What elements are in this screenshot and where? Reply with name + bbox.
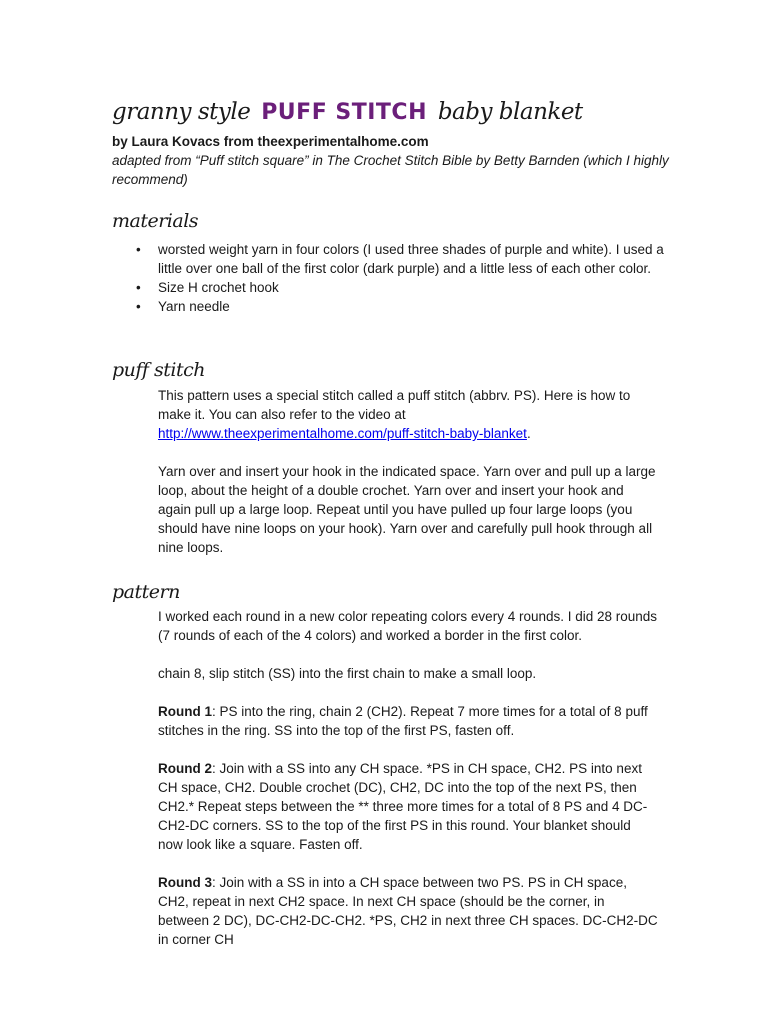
link-suffix: .	[526, 426, 531, 441]
pattern-intro: I worked each round in a new color repeating colors every 4 rounds. I did 28 rounds (7 rounds of each of the 4 colors) and worked a border in the first color.	[158, 609, 658, 643]
bullet-icon: •	[136, 299, 141, 314]
list-item	[136, 297, 666, 316]
video-link[interactable]: http://www.theexperimentalhome.com/puff-stitch-baby-blanket	[158, 426, 527, 441]
chain-instructions: chain 8, slip stitch (SS) into the first chain to make a small loop.	[158, 666, 537, 681]
page-title	[112, 96, 583, 129]
title-prefix: granny style	[112, 99, 251, 125]
round-3	[158, 873, 658, 949]
puff-stitch-steps: Yarn over and insert your hook in the indicated space. Yarn over and pull up a large loop, about the height of a double crochet. Yarn over and insert your hook and again pull up a large loop. Repeat until you have pulled up four large loops (you should have nine loops on your hook). Yarn over and carefully pull hook through all nine loops.	[158, 464, 656, 555]
round-2	[158, 759, 658, 854]
round-text: : Join with a SS into any CH space. *PS in CH space, CH2. PS into next CH space, CH2. Double crochet (DC), CH2, DC into the top of the next PS, then CH2.* Repeat steps between the ** three more times for a total of 8 PS and 4 DC-CH2-DC corners. SS to the top of the first PS in this round. Your blanket should now look like a square. Fasten off.	[158, 761, 648, 852]
pattern-heading: pattern	[112, 581, 180, 603]
round-label: Round 3	[158, 875, 212, 890]
adapted-note: adapted from “Puff stitch square” in The Crochet Stitch Bible by Betty Barnden (which I highly recommend)	[112, 153, 669, 187]
round-text: : PS into the ring, chain 2 (CH2). Repeat 7 more times for a total of 8 puff stitches in the ring. SS into the top of the first PS, fasten off.	[158, 704, 648, 738]
round-1	[158, 702, 658, 740]
bullet-icon: •	[136, 280, 141, 295]
material-text: Size H crochet hook	[158, 280, 279, 295]
round-label: Round 2	[158, 761, 212, 776]
title-suffix: baby blanket	[437, 99, 583, 125]
byline: by Laura Kovacs from theexperimentalhome.com	[112, 134, 429, 149]
list-item	[136, 240, 666, 278]
puff-stitch-intro-text: This pattern uses a special stitch called a puff stitch (abbrv. PS). Here is how to make it. You can also refer to the video at	[158, 388, 631, 422]
round-label: Round 1	[158, 704, 212, 719]
material-text: Yarn needle	[158, 299, 230, 314]
materials-list	[136, 240, 666, 316]
materials-heading: materials	[112, 210, 199, 232]
title-accent: PUFF STITCH	[261, 100, 427, 125]
puff-stitch-intro	[158, 386, 658, 443]
round-text: : Join with a SS in into a CH space between two PS. PS in CH space, CH2, repeat in next CH2 space. In next CH space (should be the corner, in between 2 DC), DC-CH2-DC-CH2. *PS, CH2 in next three CH spaces. DC-CH2-DC in corner CH	[158, 875, 658, 947]
puff-stitch-heading: puff stitch	[112, 359, 205, 381]
material-text: worsted weight yarn in four colors (I used three shades of purple and white). I used a little over one ball of the first color (dark purple) and a little less of each other color.	[158, 242, 664, 276]
bullet-icon: •	[136, 242, 141, 257]
list-item	[136, 278, 666, 297]
